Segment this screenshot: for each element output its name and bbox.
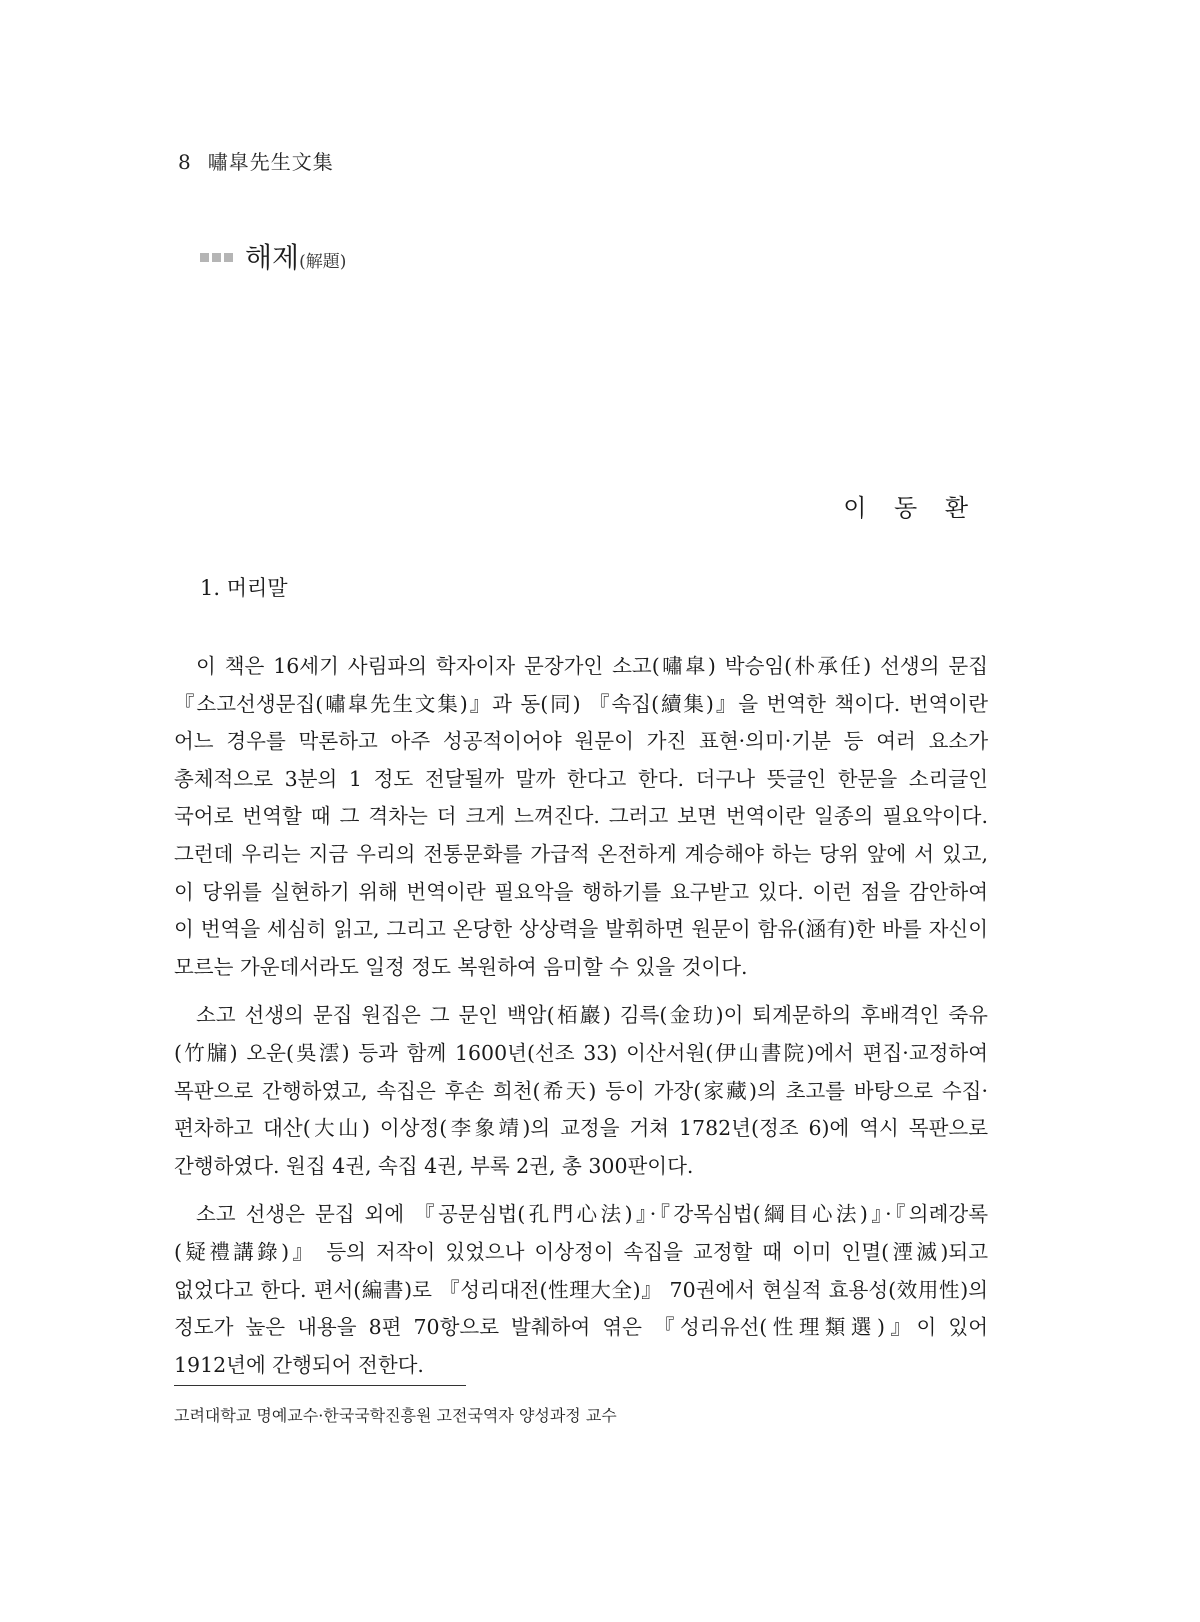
paragraph: 이 책은 16세기 사림파의 학자이자 문장가인 소고(嘯皐) 박승임(朴承任) 선생의 문집 『소고선생문집(嘯皐先生文集)』과 동(同) 『속집(續集)』을 번역한 책이다. 번역이란 어느 경우를 막론하고 아주 성공적이어야 원문이 가진 표현·의미·기분 등 여러 요소가 총체적으로 3분의 1 정도 전달될까 말까 한다고 한다. 더구나 뜻글인 한문을 소리글인 국어로 번역할 때 그 격차는 더 크게 느껴진다. 그러고 보면 번역이란 일종의 필요악이다. 그런데 우리는 지금 우리의 전통문화를 가급적 온전하게 계승해야 하는 당위 앞에 서 있고, 이 당위를 실현하기 위해 번역이란 필요악을 행하기를 요구받고 있다. 이런 점을 감안하여 이 번역을 세심히 읽고, 그리고 온당한 상상력을 발휘하면 원문이 함유(涵有)한 바를 자신이 모르는 가운데서라도 일정 정도 복원하여 음미할 수 있을 것이다.: [174, 654, 988, 979]
section-title-hanja: (解題): [299, 252, 347, 272]
author-name: 이 동 환: [843, 494, 978, 522]
page-number: 8: [178, 150, 192, 174]
body-text: [174, 648, 988, 1395]
heading-marker-icon: [200, 253, 233, 262]
section-heading: [200, 236, 346, 276]
subheading: 1. 머리말: [200, 576, 288, 600]
paragraph: 소고 선생은 문집 외에 『공문심법(孔門心法)』·『강목심법(綱目心法)』·『의례강록(疑禮講錄)』 등의 저작이 있었으나 이상정이 속집을 교정할 때 이미 인멸(湮滅)되고 없었다고 한다. 편서(編書)로 『성리대전(性理大全)』 70권에서 현실적 효용성(效用性)의 정도가 높은 내용을 8편 70항으로 발췌하여 엮은 『성리유선(性理類選)』이 있어 1912년에 간행되어 전한다.: [174, 1202, 988, 1377]
book-title: 嘯皐先生文集: [207, 150, 334, 174]
footnote-divider: [174, 1385, 466, 1386]
section-title: 해제: [245, 241, 300, 274]
paragraph: 소고 선생의 문집 원집은 그 문인 백암(栢巖) 김륵(金玏)이 퇴계문하의 후배격인 죽유(竹牖) 오운(吳澐) 등과 함께 1600년(선조 33) 이산서원(伊山書院)에서 편집·교정하여 목판으로 간행하였고, 속집은 후손 희천(希天) 등이 가장(家藏)의 초고를 바탕으로 수집·편차하고 대산(大山) 이상정(李象靖)의 교정을 거쳐 1782년(정조 6)에 역시 목판으로 간행하였다. 원집 4권, 속집 4권, 부록 2권, 총 300판이다.: [174, 1003, 988, 1178]
footnote: 고려대학교 명예교수·한국국학진흥원 고전국역자 양성과정 교수: [174, 1406, 617, 1425]
running-header: [178, 146, 334, 175]
